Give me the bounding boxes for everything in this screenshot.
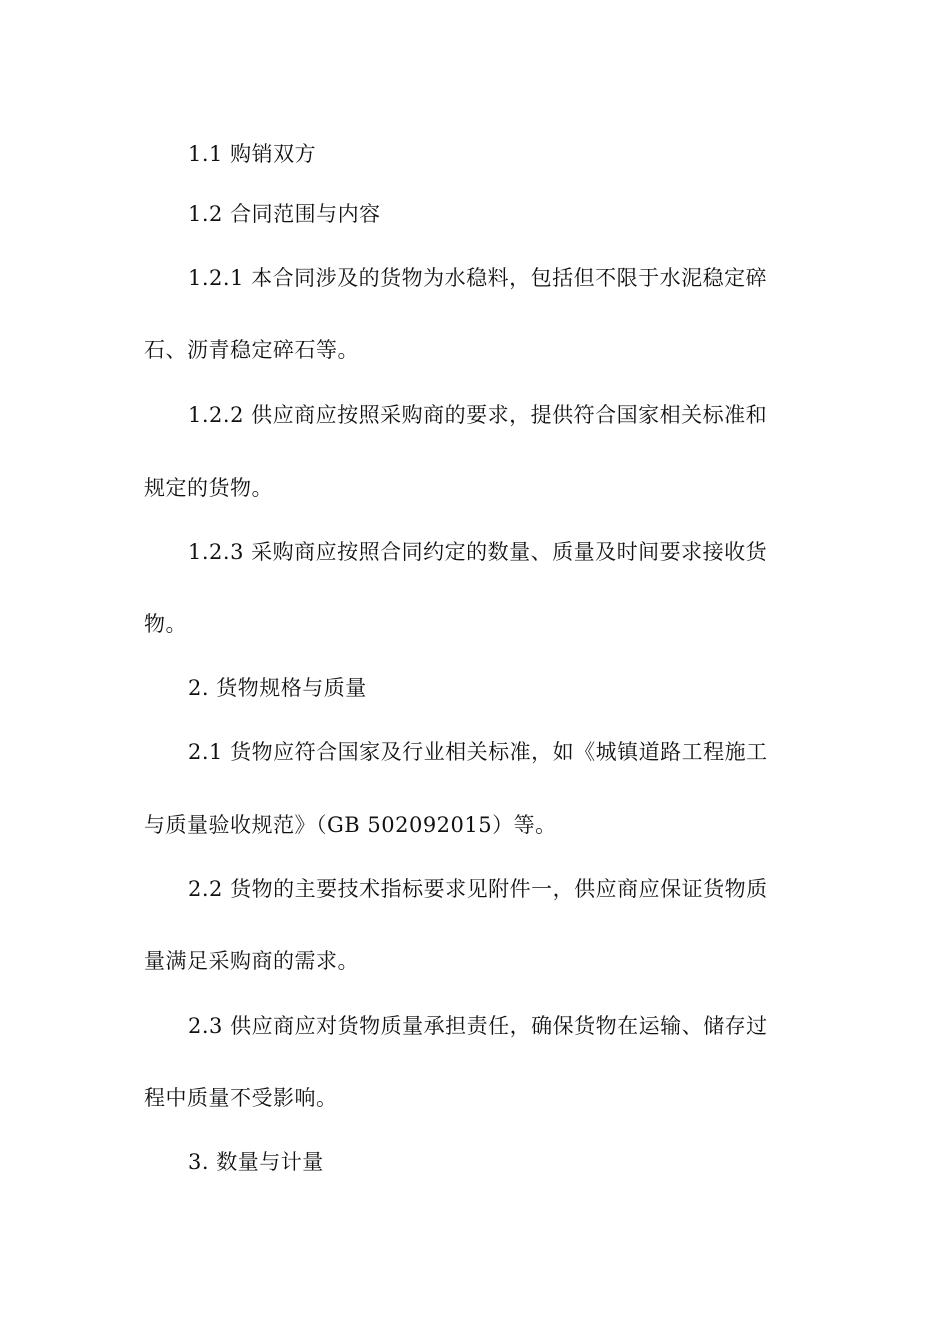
paragraph-2-2-line-2: 量满足采购商的需求。 (144, 949, 359, 973)
paragraph-1-2-1-line-1: 1.2.1 本合同涉及的货物为水稳料，包括但不限于水泥稳定碎 (188, 266, 768, 290)
paragraph-1-2-2-line-1: 1.2.2 供应商应按照采购商的要求，提供符合国家相关标准和 (188, 403, 768, 427)
paragraph-2-3-line-2: 程中质量不受影响。 (144, 1086, 338, 1110)
section-heading-3: 3. 数量与计量 (188, 1150, 324, 1174)
paragraph-1-2-2-line-2: 规定的货物。 (144, 476, 273, 500)
paragraph-1-2-1-line-2: 石、沥青稳定碎石等。 (144, 338, 359, 362)
section-heading-1-1: 1.1 购销双方 (188, 142, 317, 166)
paragraph-2-1-line-1: 2.1 货物应符合国家及行业相关标准，如《城镇道路工程施工 (188, 740, 768, 764)
paragraph-1-2-3-line-1: 1.2.3 采购商应按照合同约定的数量、质量及时间要求接收货 (188, 540, 768, 564)
section-heading-2: 2. 货物规格与质量 (188, 676, 367, 700)
paragraph-1-2-3-line-2: 物。 (144, 612, 187, 636)
paragraph-2-3-line-1: 2.3 供应商应对货物质量承担责任，确保货物在运输、储存过 (188, 1014, 768, 1038)
paragraph-2-1-line-2: 与质量验收规范》（GB 502092015）等。 (144, 813, 557, 837)
paragraph-2-2-line-1: 2.2 货物的主要技术指标要求见附件一，供应商应保证货物质 (188, 877, 768, 901)
section-heading-1-2: 1.2 合同范围与内容 (188, 202, 381, 226)
